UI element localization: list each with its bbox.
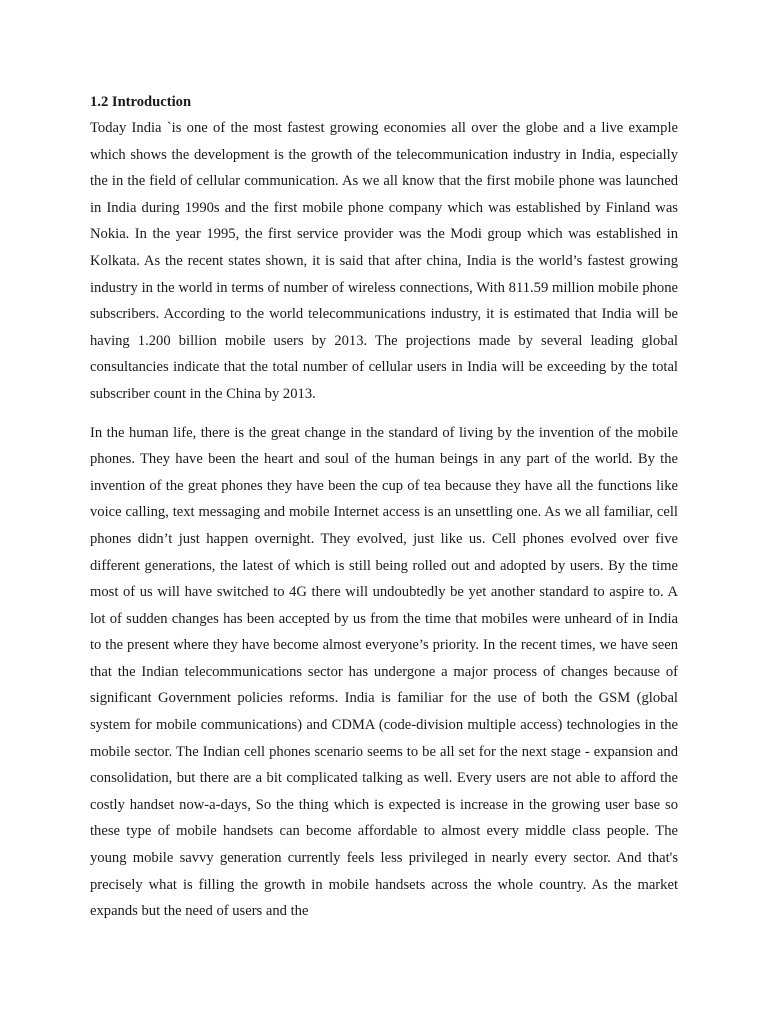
paragraph-2: In the human life, there is the great change in the standard of living by the invention of the mobile phones. They have been the heart and soul of the human beings in any part of the world. By the invention of the great phones they have been the cup of tea because they have all the functions like voice calling, text messaging and mobile Internet access is an unsettling one. As we all familiar, cell phones didn’t just happen overnight. They evolved, just like us. Cell phones evolved over five different generations, the latest of which is still being rolled out and adopted by users. By the time most of us will have switched to 4G there will undoubtedly be yet another standard to aspire to. A lot of sudden changes has been accepted by us from the time that mobiles were unheard of in India to the present where they have become almost everyone’s priority. In the recent times, we have seen that the Indian telecommunications sector has undergone a major process of changes because of significant Government policies reforms. India is familiar for the use of both the GSM (global system for mobile communications) and CDMA (code-division multiple access) technologies in the mobile sector. The Indian cell phones scenario seems to be all set for the next stage - expansion and consolidation, but there are a bit complicated talking as well. Every users are not able to afford the costly handset now-a-days, So the thing which is expected is increase in the growing user base so these type of mobile handsets can become affordable to almost every middle class people. The young mobile savvy generation currently feels less privileged in nearly every sector. And that's precisely what is filling the growth in mobile handsets across the whole country. As the market expands but the need of users and the (90, 424, 678, 920)
section-heading: 1.2 Introduction (90, 94, 192, 110)
paragraph-1: Today India `is one of the most fastest growing economies all over the globe and a live example which shows the development is the growth of the telecommunication industry in India, especially the in the field of cellular communication. As we all know that the first mobile phone was launched in India during 1990s and the first mobile phone company which was established by Finland was Nokia. In the year 1995, the first service provider was the Modi group which was established in Kolkata. As the recent states shown, it is said that after china, India is the world’s fastest growing industry in the world in terms of number of wireless connections, With 811.59 million mobile phone subscribers. According to the world telecommunications industry, it is estimated that India will be having 1.200 billion mobile users by 2013. The projections made by several leading global consultancies indicate that the total number of cellular users in India will be exceeding by the total subscriber count in the China by 2013. (90, 120, 678, 402)
document-body (90, 92, 678, 925)
